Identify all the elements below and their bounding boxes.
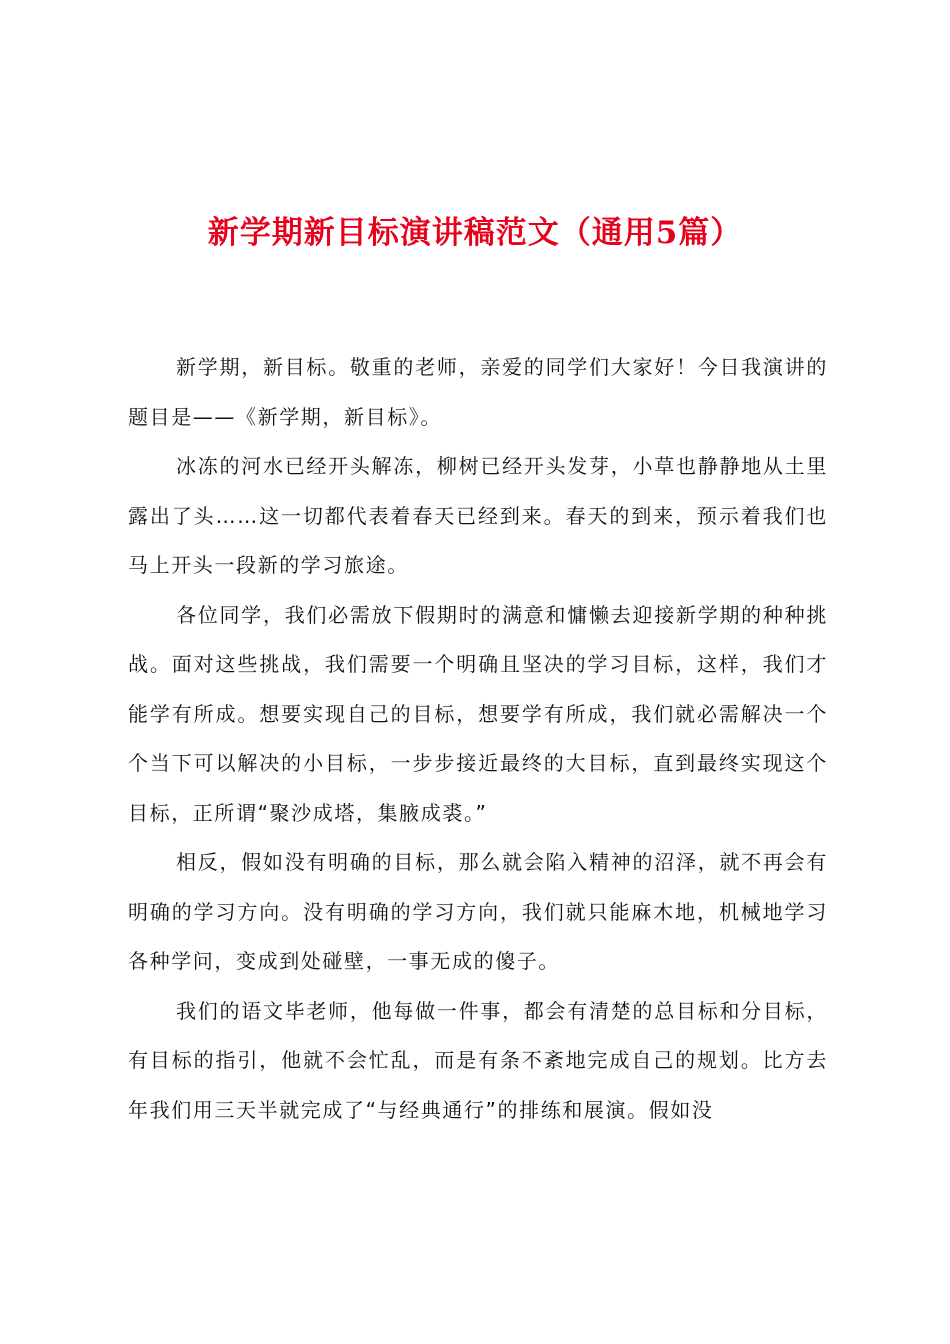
paragraph-4: 相反，假如没有明确的目标，那么就会陷入精神的沼泽，就不再会有明确的学习方向。没有明确的学习方向，我们就只能麻木地，机械地学习各种学问，变成到处碰壁，一事无成的傻子。	[128, 850, 828, 973]
paragraph-5: 我们的语文毕老师，他每做一件事，都会有清楚的总目标和分目标，有目标的指引，他就不会忙乱，而是有条不紊地完成自己的规划。比方去年我们用三天半就完成了“与经典通行”的排练和展演。假如没	[128, 998, 828, 1122]
paragraph-3: 各位同学，我们必需放下假期时的满意和慵懒去迎接新学期的种种挑战。面对这些挑战，我们需要一个明确且坚决的学习目标，这样，我们才能学有所成。想要实现自己的目标，想要学有所成，我们就必需解决一个个当下可以解决的小目标，一步步接近最终的大目标，直到最终实现这个目标，正所谓“聚沙成塔，集腋成裘。”	[128, 602, 828, 825]
document-body	[128, 343, 828, 1135]
document-title: 新学期新目标演讲稿范文（通用5篇）	[207, 215, 743, 251]
paragraph-2: 冰冻的河水已经开头解冻，柳树已经开头发芽，小草也静静地从土里露出了头……这一切都代表着春天已经到来。春天的到来，预示着我们也马上开头一段新的学习旅途。	[128, 454, 828, 577]
paragraph-1: 新学期，新目标。敬重的老师，亲爱的同学们大家好！今日我演讲的题目是——《新学期，新目标》。	[128, 355, 828, 429]
